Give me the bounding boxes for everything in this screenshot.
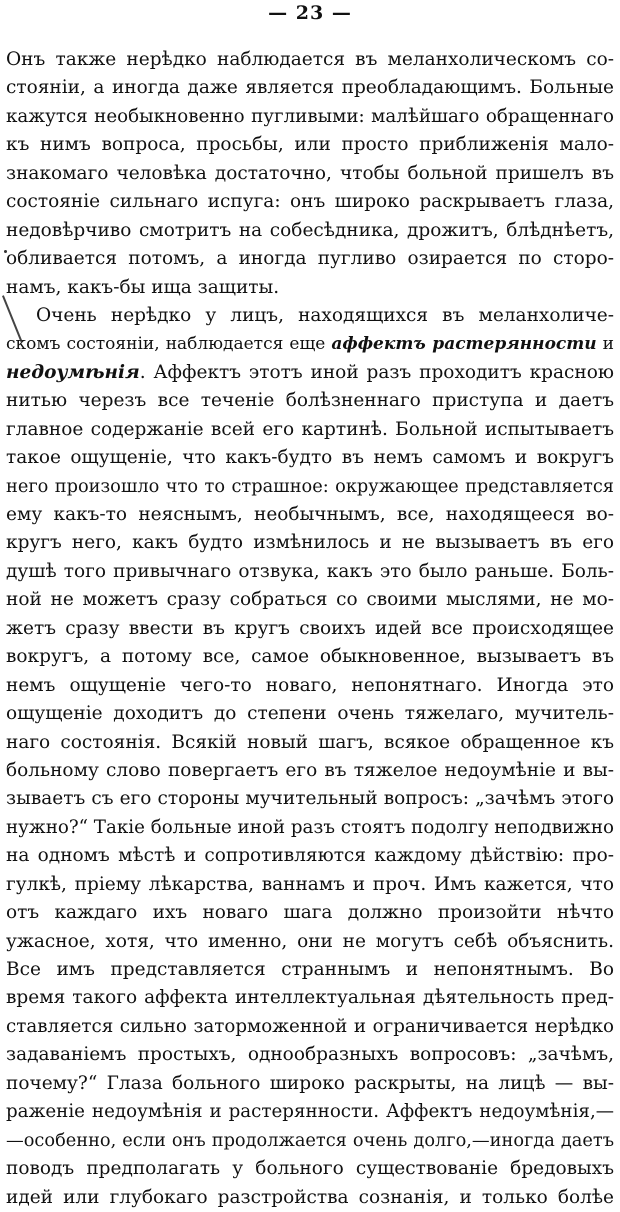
text-line: наго состоянія. Всякій новый шагъ, всякое обращенное къ <box>6 731 614 753</box>
text-line: нужно?“ Такіе больные иной разъ стоятъ подолгу неподвижно <box>6 816 614 838</box>
text-line: ужасное, хотя, что именно, они не могутъ себѣ объяснить. <box>6 930 614 952</box>
text-line: знакомаго человѣка достаточно, чтобы больной пришелъ въ <box>6 162 614 184</box>
emphasis-term: недоумѣнія <box>6 361 140 383</box>
text-line: ной не можетъ сразу собраться со своими мыслями, не мо- <box>6 589 614 611</box>
text-line: стояніи, а иногда даже является преобладающимъ. Больные <box>6 77 614 99</box>
body-text <box>6 46 614 1212</box>
text-line: ощущеніе доходитъ до степени очень тяжелаго, мучитель- <box>6 703 614 725</box>
text-line: состояніе сильнаго испуга: онъ широко раскрываетъ глаза, <box>6 191 614 213</box>
text-line: идей или глубокаго разстройства сознанія, и только болѣе <box>6 1186 614 1208</box>
text-line <box>6 330 614 358</box>
page-number: — 23 — <box>268 2 352 24</box>
text-line: почему?“ Глаза больного широко раскрыты, на лицѣ — вы- <box>6 1072 614 1094</box>
text-line: намъ, какъ-бы ища защиты. <box>6 276 280 298</box>
text-line: Онъ также нерѣдко наблюдается въ меланхолическомъ со- <box>6 49 614 70</box>
text-line: поводъ предполагать у больного существованіе бредовыхъ <box>6 1158 614 1180</box>
text-line: вокругъ, а потому все, самое обыкновенное, вызываетъ въ <box>6 646 614 668</box>
text-line: время такого аффекта интеллектуальная дѣятельность пред- <box>6 987 614 1009</box>
text-run: скомъ состояніи, наблюдается еще <box>6 334 332 355</box>
text-line: кажутся необыкновенно пугливыми: малѣйшаго обращеннаго <box>6 105 614 127</box>
text-line: зываетъ съ его стороны мучительный вопросъ: „зачѣмъ этого <box>6 788 614 810</box>
text-line: кругъ него, какъ будто измѣнилось и не вызываетъ въ его <box>6 532 614 554</box>
text-run: и <box>596 334 614 355</box>
text-run: . Аффектъ этотъ иной разъ проходитъ красною <box>139 361 614 383</box>
text-line: немъ ощущеніе чего-то новаго, непонятнаго. Иногда это <box>6 674 614 696</box>
text-line: —особенно, если онъ продолжается очень долго,—иногда даетъ <box>6 1130 614 1151</box>
text-line: него произошло что то страшное: окружающее представляется <box>6 476 614 497</box>
text-line: недовѣрчиво смотритъ на собесѣдника, дрожитъ, блѣднѣетъ, <box>6 219 614 241</box>
text-line: къ нимъ вопроса, просьбы, или просто приближенія мало- <box>6 134 614 156</box>
text-line: душѣ того привычнаго отзвука, какъ это было раньше. Боль- <box>6 560 614 582</box>
text-line: жетъ сразу ввести въ кругъ своихъ идей все происходящее <box>6 617 614 639</box>
text-line: на одномъ мѣстѣ и сопротивляются каждому дѣйствію: про- <box>6 845 614 867</box>
text-line <box>6 359 614 387</box>
text-line: отъ каждаго ихъ новаго шага должно произойти нѣчто <box>6 902 614 924</box>
text-line: обливается потомъ, а иногда пугливо озирается по сторо- <box>6 248 614 270</box>
text-line: такое ощущеніе, что какъ-будто въ немъ самомъ и вокругъ <box>6 447 614 469</box>
text-line: больному слово повергаетъ его въ тяжелое недоумѣніе и вы- <box>6 759 614 781</box>
emphasis-term: аффектъ растерянности <box>331 334 597 355</box>
text-line: ставляется сильно заторможенной и ограничивается нерѣдко <box>6 1015 614 1037</box>
text-line: Все имъ представляется страннымъ и непонятнымъ. Во <box>6 959 614 980</box>
text-line: гулкѣ, пріему лѣкарства, ваннамъ и проч. Имъ кажется, что <box>6 873 614 895</box>
text-line: задаваніемъ простыхъ, однообразныхъ вопросовъ: „зачѣмъ, <box>6 1044 614 1066</box>
text-line: раженіе недоумѣнія и растерянности. Аффектъ недоумѣнія,— <box>6 1101 614 1123</box>
text-line: главное содержаніе всей его картинѣ. Больной испытываетъ <box>6 418 614 440</box>
text-line: ему какъ-то неяснымъ, необычнымъ, все, находящееся во- <box>6 504 614 525</box>
text-line: нитью черезъ все теченіе болѣзненнаго приступа и даетъ <box>6 390 614 412</box>
text-line: Очень нерѣдко у лицъ, находящихся въ меланхоличе- <box>36 304 614 326</box>
